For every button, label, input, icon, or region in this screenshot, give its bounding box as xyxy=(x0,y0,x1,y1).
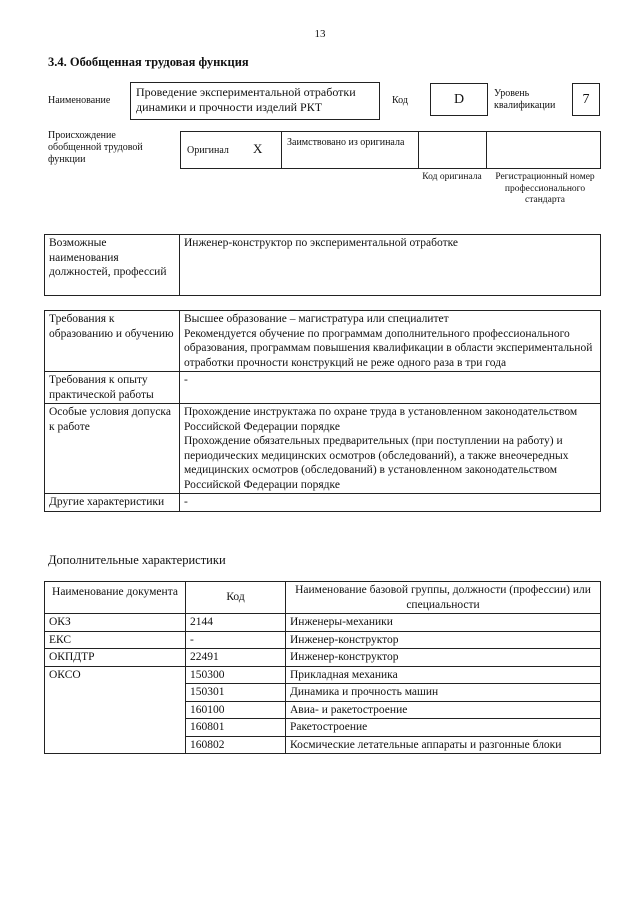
origin-box xyxy=(180,131,601,169)
name-cell: Космические летательные аппараты и разгонные блоки xyxy=(286,736,601,754)
function-name: Проведение экспериментальной отработки динамики и прочности изделий РКТ xyxy=(130,82,380,120)
code-label: Код xyxy=(392,95,408,106)
table-row xyxy=(45,649,601,667)
divider xyxy=(418,132,419,168)
code-cell: 150301 xyxy=(186,684,286,702)
code-cell: - xyxy=(186,631,286,649)
positions-label: Возможные наименования должностей, профессий xyxy=(45,235,180,296)
requirement-line: - xyxy=(184,374,188,386)
code-cell: 150300 xyxy=(186,666,286,684)
requirement-line: Прохождение обязательных предварительных (при поступлении на работу) и периодических медицинских осмотров (обследований), а также внеочередных медицинских осмотров (обследований) в установленном законодательством Российской Федерации порядке xyxy=(184,435,569,491)
table-header xyxy=(45,582,601,614)
requirement-value xyxy=(180,494,601,512)
requirement-label: Другие характеристики xyxy=(45,494,180,512)
code-cell: 2144 xyxy=(186,614,286,632)
name-cell: Инженер-конструктор xyxy=(286,631,601,649)
table-row xyxy=(45,631,601,649)
additional-table xyxy=(44,581,601,754)
requirement-row xyxy=(45,494,601,512)
requirement-line: Высшее образование – магистратура или специалитет xyxy=(184,313,449,325)
requirement-row xyxy=(45,372,601,404)
code-cell: 160801 xyxy=(186,719,286,737)
table-row xyxy=(45,666,601,684)
doc-cell: ОКСО xyxy=(45,666,186,754)
requirement-label: Требования к образованию и обучению xyxy=(45,311,180,372)
borrowed-label: Заимствовано из оригинала xyxy=(287,137,405,148)
name-label: Наименование xyxy=(48,95,111,106)
doc-cell: ЕКС xyxy=(45,631,186,649)
additional-title: Дополнительные характеристики xyxy=(48,553,226,567)
original-label: Оригинал xyxy=(187,145,229,156)
requirement-line: Рекомендуется обучение по программам дополнительного профессионального образования, программам повышения квалификации в области экспериментальной отработки прочности конструкций не реже одного раза в три года xyxy=(184,327,593,369)
code-cell: 22491 xyxy=(186,649,286,667)
requirement-line: - xyxy=(184,496,188,508)
page-number: 13 xyxy=(314,28,326,40)
name-cell: Инженеры-механики xyxy=(286,614,601,632)
requirements-table xyxy=(44,310,601,512)
original-mark: X xyxy=(253,141,263,156)
requirement-label: Требования к опыту практической работы xyxy=(45,372,180,404)
positions-value: Инженер-конструктор по экспериментальной отработке xyxy=(180,235,601,296)
requirement-row xyxy=(45,404,601,494)
name-cell: Инженер-конструктор xyxy=(286,649,601,667)
name-cell: Авиа- и ракетостроение xyxy=(286,701,601,719)
code-cell: 160100 xyxy=(186,701,286,719)
origin-label: Происхождение обобщенной трудовой функции xyxy=(48,130,143,165)
name-cell: Ракетостроение xyxy=(286,719,601,737)
level-label: Уровень квалификации xyxy=(494,88,556,111)
requirement-value xyxy=(180,372,601,404)
section-title: 3.4. Обобщенная трудовая функция xyxy=(48,55,249,69)
name-cell: Динамика и прочность машин xyxy=(286,684,601,702)
code-value: D xyxy=(430,83,488,116)
requirement-label: Особые условия допуска к работе xyxy=(45,404,180,494)
code-original-caption: Код оригинала xyxy=(422,172,482,182)
positions-table xyxy=(44,234,601,296)
divider xyxy=(281,132,282,168)
divider xyxy=(486,132,487,168)
column-header: Код xyxy=(186,582,286,614)
column-header: Наименование базовой группы, должности (профессии) или специальности xyxy=(286,582,601,614)
name-cell: Прикладная механика xyxy=(286,666,601,684)
doc-cell: ОКПДТР xyxy=(45,649,186,667)
code-cell: 160802 xyxy=(186,736,286,754)
doc-cell: ОКЗ xyxy=(45,614,186,632)
requirement-row xyxy=(45,311,601,372)
requirement-value xyxy=(180,311,601,372)
requirement-line: Прохождение инструктажа по охране труда в установленном законодательством Российской Федерации порядке xyxy=(184,406,578,433)
reg-number-caption: Регистрационный номер профессионального стандарта xyxy=(495,172,595,205)
level-value: 7 xyxy=(572,83,600,116)
table-row xyxy=(45,614,601,632)
column-header: Наименование документа xyxy=(45,582,186,614)
requirement-value xyxy=(180,404,601,494)
